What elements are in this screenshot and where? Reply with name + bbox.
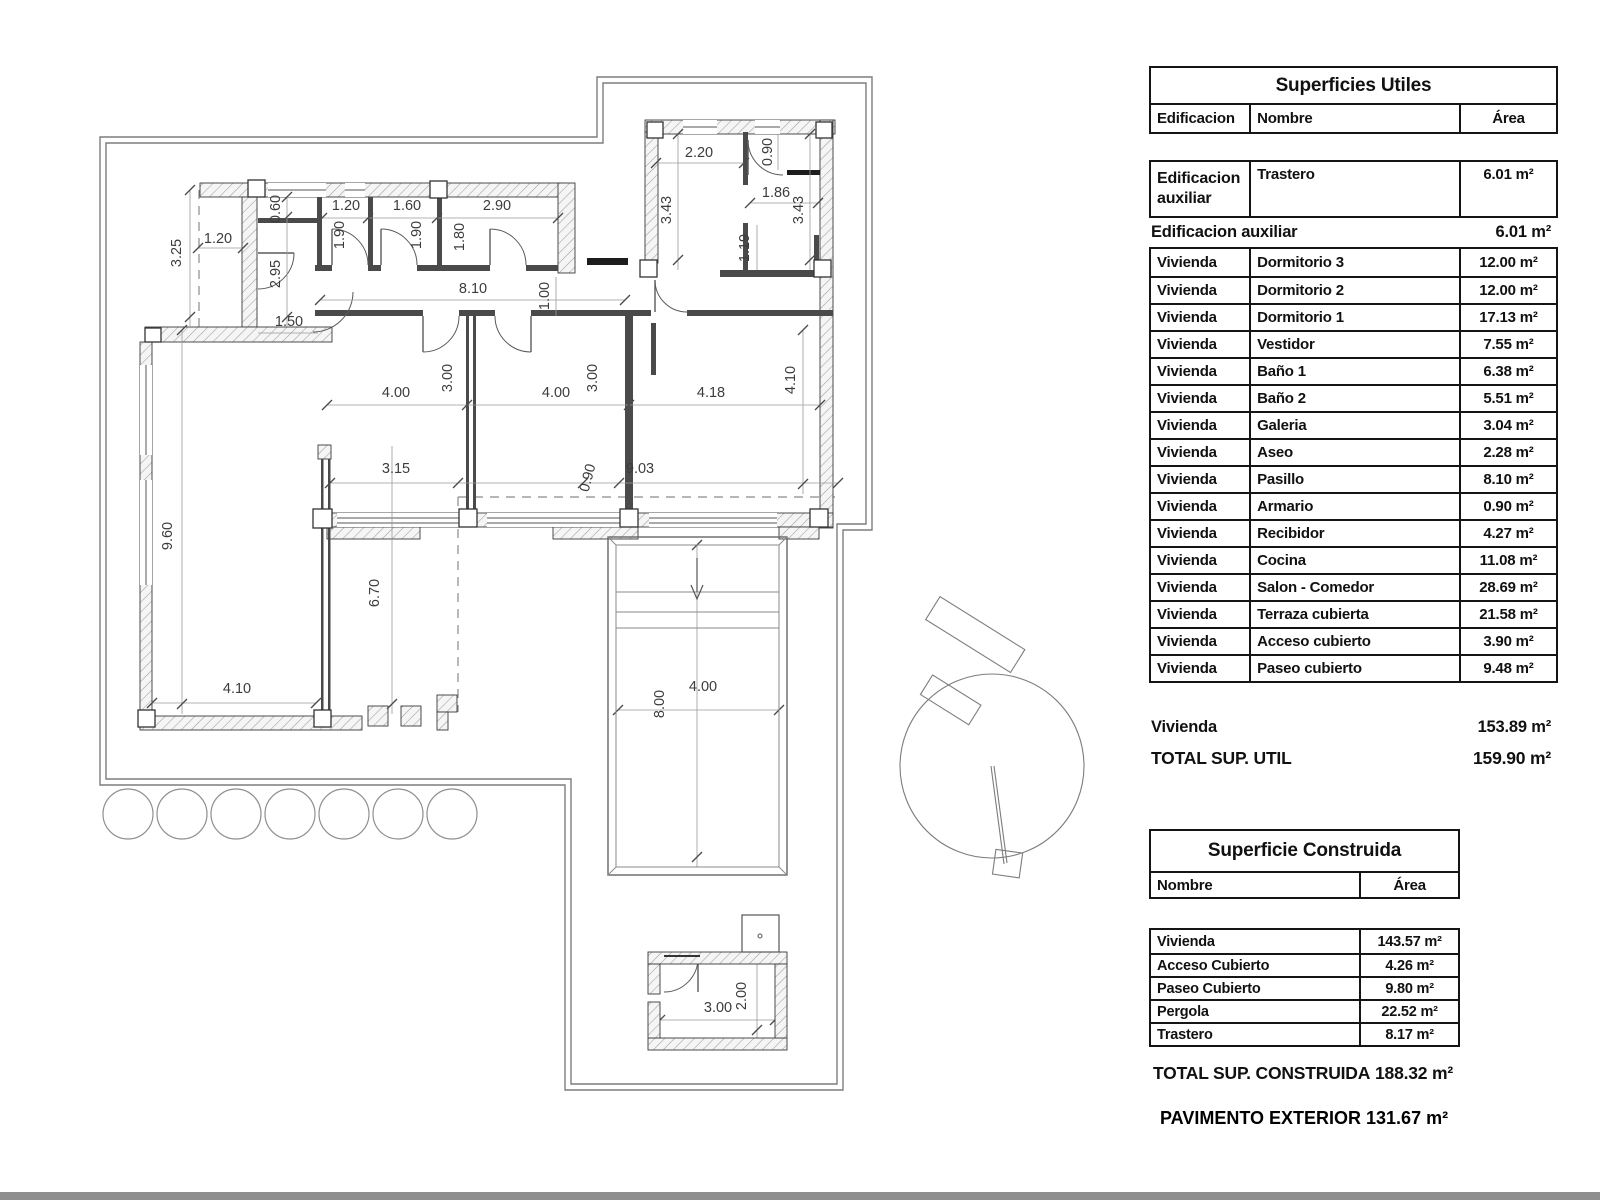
table-row bbox=[1151, 573, 1556, 600]
cell-nombre: Vestidor bbox=[1249, 332, 1459, 357]
cell-nombre: Pasillo bbox=[1249, 467, 1459, 492]
cell-nombre: Recibidor bbox=[1249, 521, 1459, 546]
cell-nombre: Paseo Cubierto bbox=[1157, 980, 1261, 997]
cell-area: 21.58 m² bbox=[1459, 602, 1556, 627]
cell-area: 4.26 m² bbox=[1359, 955, 1458, 976]
column-header-edificacion: Edificacion bbox=[1157, 110, 1235, 127]
cell-area: 3.04 m² bbox=[1459, 413, 1556, 438]
table-row bbox=[1151, 1022, 1458, 1045]
cell-area: 5.51 m² bbox=[1459, 386, 1556, 411]
dimension-label: 4.18 bbox=[696, 385, 726, 401]
cell-area: 3.90 m² bbox=[1459, 629, 1556, 654]
dimension-label: 2.00 bbox=[734, 981, 750, 1011]
table-row bbox=[1151, 654, 1556, 681]
pavimento-exterior-label: PAVIMENTO EXTERIOR 131.67 m² bbox=[1160, 1108, 1449, 1128]
table-row bbox=[1151, 384, 1556, 411]
column-header-area: Área bbox=[1459, 105, 1556, 132]
table-title: Superficie Construida bbox=[1151, 831, 1458, 873]
cell-edificacion: Vivienda bbox=[1157, 552, 1217, 569]
pool bbox=[608, 537, 787, 875]
dimension-label: 2.90 bbox=[482, 198, 512, 214]
table-row bbox=[1151, 492, 1556, 519]
cell-edificacion: Vivienda bbox=[1157, 363, 1217, 380]
table-row bbox=[1151, 627, 1556, 654]
table-row bbox=[1151, 303, 1556, 330]
dimension-label: 1.60 bbox=[392, 198, 422, 214]
table-row bbox=[1151, 930, 1458, 953]
table-row bbox=[1151, 357, 1556, 384]
tree-icon bbox=[265, 789, 315, 839]
dimension-label: 0.90 bbox=[576, 462, 600, 494]
round-structure bbox=[900, 597, 1084, 878]
dimension-label: 1.90 bbox=[332, 220, 348, 250]
dimension-label: 3.00 bbox=[440, 363, 456, 393]
cell-edificacion: Vivienda bbox=[1157, 444, 1217, 461]
cell-nombre: Aseo bbox=[1249, 440, 1459, 465]
cell-area: 8.10 m² bbox=[1459, 467, 1556, 492]
vivienda-subtotal-row: Vivienda 153.89 m² bbox=[1151, 718, 1551, 736]
cell-area: 6.38 m² bbox=[1459, 359, 1556, 384]
dimension-label: 0.90 bbox=[760, 137, 776, 167]
door-arcs bbox=[258, 137, 783, 992]
cell-nombre: Galeria bbox=[1249, 413, 1459, 438]
dimension-label: 1.19 bbox=[737, 233, 753, 263]
dimension-label: 3.00 bbox=[703, 1000, 733, 1016]
cell-area: 12.00 m² bbox=[1459, 249, 1556, 276]
cell-nombre: Paseo cubierto bbox=[1249, 656, 1459, 681]
cell-area: 12.00 m² bbox=[1459, 278, 1556, 303]
cell-area: 11.08 m² bbox=[1459, 548, 1556, 573]
dimension-label: 4.00 bbox=[541, 385, 571, 401]
cell-edificacion: Vivienda bbox=[1157, 525, 1217, 542]
dimension-label: 1.20 bbox=[331, 198, 361, 214]
dimension-label: 8.10 bbox=[458, 281, 488, 297]
dimension-label: 3.00 bbox=[585, 363, 601, 393]
cell-nombre: Baño 2 bbox=[1249, 386, 1459, 411]
table-row bbox=[1151, 953, 1458, 976]
table-row bbox=[1151, 465, 1556, 492]
cell-nombre: Dormitorio 1 bbox=[1249, 305, 1459, 330]
dimension-label: 4.00 bbox=[381, 385, 411, 401]
table-row bbox=[1151, 519, 1556, 546]
cell-area: 143.57 m² bbox=[1359, 930, 1458, 953]
dimension-label: 1.80 bbox=[452, 222, 468, 252]
dashed-lines bbox=[199, 190, 838, 712]
cell-area: 2.28 m² bbox=[1459, 440, 1556, 465]
dimension-label: 4.00 bbox=[688, 679, 718, 695]
dimension-label: 8.00 bbox=[652, 689, 668, 719]
aux-subtotal-row: Edificacion auxiliar 6.01 m² bbox=[1151, 223, 1551, 241]
cell-nombre: Armario bbox=[1249, 494, 1459, 519]
cell-edificacion: Vivienda bbox=[1157, 606, 1217, 623]
dimension-label: 4.10 bbox=[783, 365, 799, 395]
column-header-nombre: Nombre bbox=[1249, 105, 1459, 132]
cell-nombre: Dormitorio 2 bbox=[1249, 278, 1459, 303]
dimension-label: 3.25 bbox=[169, 238, 185, 268]
dimension-label: 3.43 bbox=[659, 195, 675, 225]
tree-icon bbox=[319, 789, 369, 839]
dimension-label: 1.90 bbox=[409, 220, 425, 250]
dimension-label: 6.70 bbox=[367, 578, 383, 608]
dimension-label: 3.15 bbox=[381, 461, 411, 477]
tree-icon bbox=[211, 789, 261, 839]
tree-icon bbox=[103, 789, 153, 839]
cell-edificacion: Vivienda bbox=[1157, 471, 1217, 488]
cell-nombre: Dormitorio 3 bbox=[1249, 249, 1459, 276]
cell-area: 9.80 m² bbox=[1359, 978, 1458, 999]
cell-area: 17.13 m² bbox=[1459, 305, 1556, 330]
cell-edificacion: Vivienda bbox=[1157, 417, 1217, 434]
table-row bbox=[1151, 438, 1556, 465]
cell-edificacion: Vivienda bbox=[1157, 660, 1217, 677]
cell-edificacion: Vivienda bbox=[1157, 309, 1217, 326]
tree-icon bbox=[427, 789, 477, 839]
tree-icon bbox=[157, 789, 207, 839]
cell-area: 22.52 m² bbox=[1359, 1001, 1458, 1022]
dimension-label: 9.60 bbox=[160, 521, 176, 551]
table-row bbox=[1151, 276, 1556, 303]
cell-edificacion: Vivienda bbox=[1157, 336, 1217, 353]
cell-edificacion: Vivienda bbox=[1157, 282, 1217, 299]
cell-area: 4.27 m² bbox=[1459, 521, 1556, 546]
dimension-label: 4.10 bbox=[222, 681, 252, 697]
cell-nombre: Trastero bbox=[1249, 162, 1459, 216]
table-row bbox=[1151, 411, 1556, 438]
tree-row bbox=[103, 789, 477, 839]
cell-edificacion: Edificacion auxiliar bbox=[1157, 170, 1241, 207]
dimension-label: 1.86 bbox=[761, 185, 791, 201]
cell-area: 0.90 m² bbox=[1459, 494, 1556, 519]
cell-area: 7.55 m² bbox=[1459, 332, 1556, 357]
total-sup-util-row: TOTAL SUP. UTIL 159.90 m² bbox=[1151, 747, 1551, 768]
dimension-label: 1.00 bbox=[537, 281, 553, 311]
table-row bbox=[1151, 330, 1556, 357]
dimension-label: 1.50 bbox=[274, 314, 304, 330]
table-row bbox=[1151, 249, 1556, 276]
dimension-label: 3.43 bbox=[791, 195, 807, 225]
table-row bbox=[1151, 976, 1458, 999]
superficies-utiles-table bbox=[1149, 66, 1558, 768]
column-header-area: Área bbox=[1359, 873, 1458, 897]
cell-edificacion: Vivienda bbox=[1157, 579, 1217, 596]
cell-nombre: Salon - Comedor bbox=[1249, 575, 1459, 600]
dimension-label: 1.20 bbox=[203, 231, 233, 247]
cell-nombre: Acceso cubierto bbox=[1249, 629, 1459, 654]
cell-nombre: Baño 1 bbox=[1249, 359, 1459, 384]
total-sup-construida-row: TOTAL SUP. CONSTRUIDA 188.32 m² bbox=[1153, 1062, 1453, 1083]
cell-nombre: Trastero bbox=[1157, 1026, 1213, 1043]
table-row bbox=[1151, 546, 1556, 573]
tree-icon bbox=[373, 789, 423, 839]
cell-nombre: Cocina bbox=[1249, 548, 1459, 573]
column-header-nombre: Nombre bbox=[1157, 876, 1213, 894]
cell-area: 6.01 m² bbox=[1459, 162, 1556, 216]
cell-nombre: Pergola bbox=[1157, 1003, 1209, 1020]
cell-edificacion: Vivienda bbox=[1157, 254, 1217, 271]
dimension-label: 2.95 bbox=[268, 259, 284, 289]
dimension-label: 0.60 bbox=[268, 194, 284, 224]
dimension-label: 9.03 bbox=[625, 461, 655, 477]
superficie-construida-table bbox=[1149, 829, 1460, 1083]
cell-nombre: Acceso Cubierto bbox=[1157, 957, 1270, 974]
cell-area: 8.17 m² bbox=[1359, 1024, 1458, 1045]
cell-nombre: Terraza cubierta bbox=[1249, 602, 1459, 627]
dimension-label: 2.20 bbox=[684, 145, 714, 161]
sheet-bottom-edge bbox=[0, 1192, 1600, 1200]
cell-area: 28.69 m² bbox=[1459, 575, 1556, 600]
outbuilding bbox=[648, 915, 787, 1050]
table-title: Superficies Utiles bbox=[1151, 68, 1556, 105]
table-row bbox=[1151, 600, 1556, 627]
cell-edificacion: Vivienda bbox=[1157, 633, 1217, 650]
cell-area: 9.48 m² bbox=[1459, 656, 1556, 681]
cell-nombre: Vivienda bbox=[1157, 933, 1215, 950]
cell-edificacion: Vivienda bbox=[1157, 390, 1217, 407]
table-row bbox=[1151, 999, 1458, 1022]
cell-edificacion: Vivienda bbox=[1157, 498, 1217, 515]
